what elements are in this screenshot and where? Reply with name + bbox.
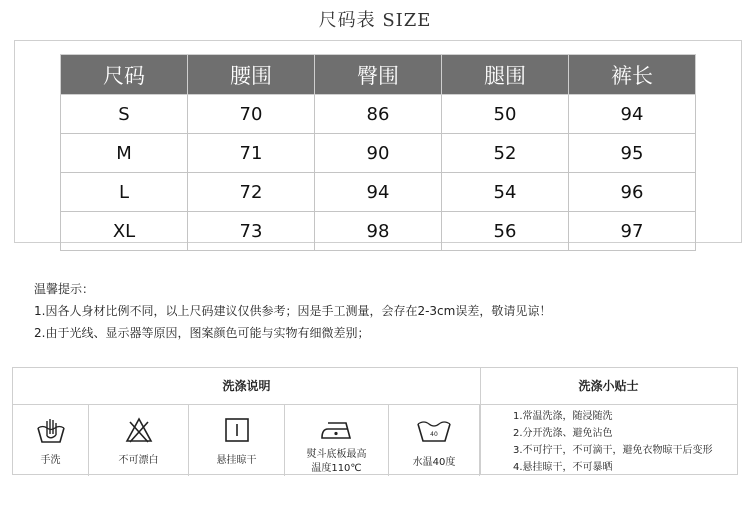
notes-heading: 温馨提示： <box>34 282 95 296</box>
care-cell-no-bleach <box>89 404 189 476</box>
list-item: 3.不可拧干，不可滴干，避免衣物晾干后变形 <box>513 445 713 456</box>
table-cell: 94 <box>569 95 696 134</box>
size-table-header-row <box>61 55 696 95</box>
water-temp-label: 水温40度 <box>412 457 456 468</box>
table-cell: 50 <box>442 95 569 134</box>
size-table <box>60 54 696 251</box>
list-item: 2.分开洗涤、避免沾色 <box>513 428 613 439</box>
table-cell: M <box>61 134 188 173</box>
table-cell: L <box>61 173 188 212</box>
table-cell: 96 <box>569 173 696 212</box>
hang-dry-label: 悬挂晾干 <box>216 455 257 466</box>
hang-dry-icon <box>223 416 251 444</box>
care-cell-hand-wash <box>13 404 89 476</box>
header-thigh: 腿围 <box>442 55 569 95</box>
care-divider <box>480 368 481 474</box>
table-row <box>61 95 696 134</box>
wash-tips-header: 洗涤小贴士 <box>480 368 737 405</box>
header-length: 裤长 <box>569 55 696 95</box>
iron-icon <box>319 416 355 442</box>
list-item: 1.常温洗涤，随浸随洗 <box>513 411 613 422</box>
table-cell: 95 <box>569 134 696 173</box>
hand-wash-icon <box>35 416 67 446</box>
page-title: 尺码表 SIZE <box>318 10 432 31</box>
water-temp-icon-text: 40 <box>430 431 438 438</box>
table-cell: 71 <box>188 134 315 173</box>
water-temp-icon <box>415 416 453 444</box>
list-item: 4.悬挂晾干，不可暴晒 <box>513 462 613 473</box>
table-cell: 98 <box>315 212 442 251</box>
table-cell: S <box>61 95 188 134</box>
table-cell: 86 <box>315 95 442 134</box>
iron-label-line1: 熨斗底板最高 <box>306 449 367 460</box>
notes-item-2: 2.由于光线、显示器等原因，图案颜色可能与实物有细微差别； <box>34 326 370 340</box>
table-cell: 52 <box>442 134 569 173</box>
table-cell: 70 <box>188 95 315 134</box>
no-bleach-label: 不可漂白 <box>118 455 159 466</box>
table-row <box>61 134 696 173</box>
wash-tips-list <box>513 408 713 476</box>
care-cell-iron <box>285 404 389 476</box>
table-cell: 97 <box>569 212 696 251</box>
notes <box>34 278 551 344</box>
table-row <box>61 212 696 251</box>
header-waist: 腰围 <box>188 55 315 95</box>
table-cell: 54 <box>442 173 569 212</box>
header-hip: 臀围 <box>315 55 442 95</box>
wash-instructions-header: 洗涤说明 <box>13 368 480 405</box>
no-bleach-icon <box>124 416 154 444</box>
table-cell: XL <box>61 212 188 251</box>
table-cell: 94 <box>315 173 442 212</box>
table-cell: 72 <box>188 173 315 212</box>
table-row <box>61 173 696 212</box>
table-cell: 56 <box>442 212 569 251</box>
iron-label-line2: 温度110℃ <box>311 463 362 474</box>
table-cell: 73 <box>188 212 315 251</box>
header-size: 尺码 <box>61 55 188 95</box>
care-cell-water-temp <box>389 404 480 476</box>
care-cell-hang-dry <box>189 404 285 476</box>
table-cell: 90 <box>315 134 442 173</box>
notes-item-1: 1.因各人身材比例不同，以上尺码建议仅供参考；因是手工测量，会存在2-3cm误差，敬请见谅！ <box>34 304 552 318</box>
care-section <box>12 367 738 475</box>
hand-wash-label: 手洗 <box>40 455 61 466</box>
